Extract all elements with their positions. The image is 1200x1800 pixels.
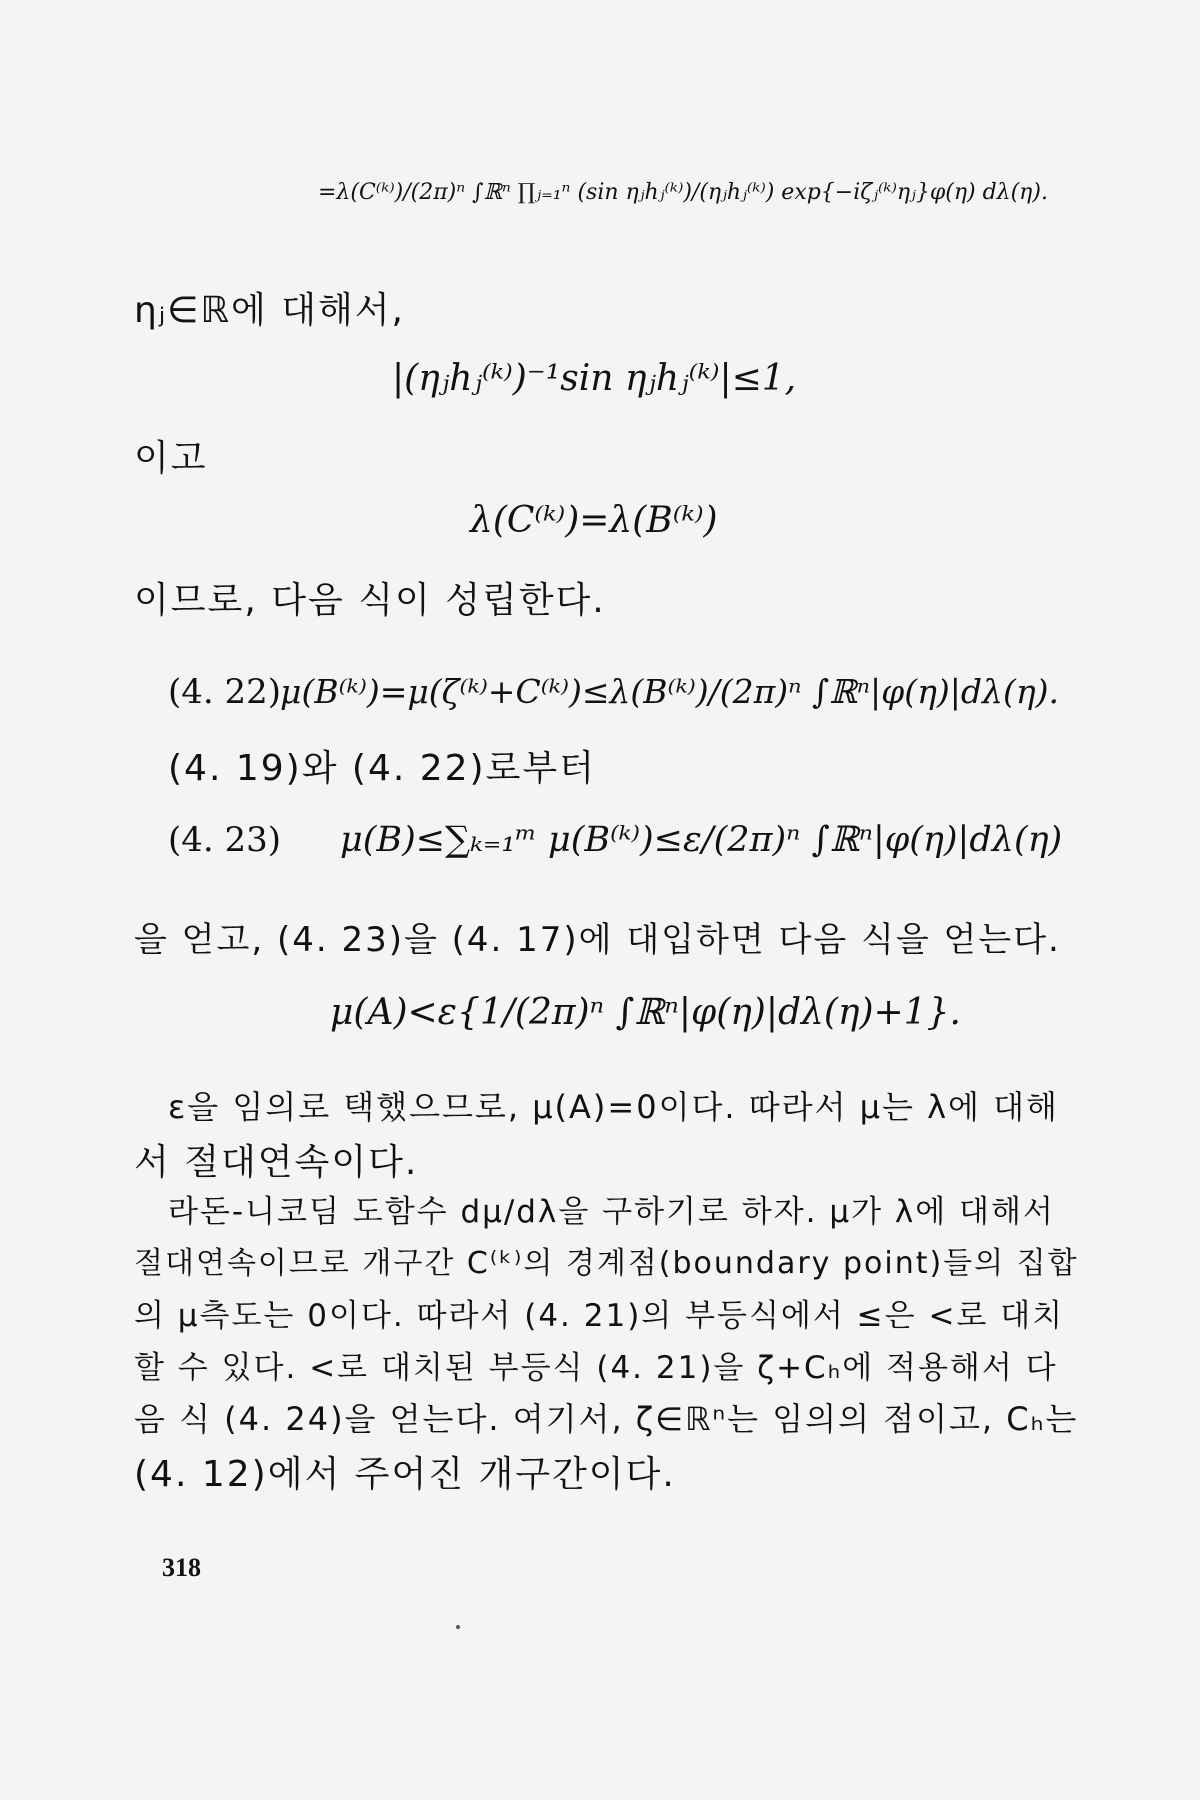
equation-1-text: =λ(C⁽ᵏ⁾)/(2π)ⁿ ∫ℝⁿ ∏ⱼ₌₁ⁿ (sin ηⱼhⱼ⁽ᵏ⁾)/(ηⱼhⱼ⁽ᵏ⁾) exp{−iζⱼ⁽ᵏ⁾ηⱼ}φ(η) dλ(η).: [318, 180, 1048, 205]
text-igo: 이고: [134, 438, 208, 479]
text-eta-line: ηⱼ∈ℝ에 대해서,: [134, 290, 405, 331]
equation-4: μ(B⁽ᵏ⁾)=μ(ζ⁽ᵏ⁾+C⁽ᵏ⁾)≤λ(B⁽ᵏ⁾)/(2π)ⁿ ∫ℝⁿ|φ(η)|dλ(η).: [280, 672, 1059, 711]
equation-tag-4-22: (4. 22): [168, 672, 282, 712]
scan-speck: [456, 1625, 460, 1629]
equation-1: [318, 180, 1048, 205]
text-substitute: 을 얻고, (4. 23)을 (4. 17)에 대입하면 다음 식을 얻는다.: [134, 920, 1061, 960]
paragraph-1-line-2: 서 절대연속이다.: [134, 1142, 419, 1183]
paragraph-2-line-5: 음 식 (4. 24)을 얻는다. 여기서, ζ∈ℝⁿ는 임의의 점이고, Cₕ는: [134, 1400, 1079, 1438]
text-from: (4. 19)와 (4. 22)로부터: [168, 748, 596, 789]
equation-tag-4-23: (4. 23): [168, 820, 282, 860]
paragraph-2-line-2: 절대연속이므로 개구간 C⁽ᵏ⁾의 경계점(boundary point)들의 집합: [134, 1246, 1079, 1281]
paragraph-2-line-4: 할 수 있다. <로 대치된 부등식 (4. 21)을 ζ+Cₕ에 적용해서 다: [134, 1350, 1058, 1386]
paragraph-2-line-6: (4. 12)에서 주어진 개구간이다.: [134, 1454, 676, 1495]
text-imeuro: 이므로, 다음 식이 성립한다.: [134, 580, 606, 621]
equation-6: μ(A)<ε{1/(2π)ⁿ ∫ℝⁿ|φ(η)|dλ(η)+1}.: [330, 992, 961, 1033]
paragraph-2-line-3: 의 μ측도는 0이다. 따라서 (4. 21)의 부등식에서 ≤은 <로 대치: [134, 1298, 1065, 1334]
equation-5: μ(B)≤∑ₖ₌₁ᵐ μ(B⁽ᵏ⁾)≤ε/(2π)ⁿ ∫ℝⁿ|φ(η)|dλ(η): [340, 820, 1063, 860]
paragraph-1-line-1: ε을 임의로 택했으므로, μ(A)=0이다. 따라서 μ는 λ에 대해: [168, 1088, 1059, 1126]
equation-2: |(ηⱼhⱼ⁽ᵏ⁾)⁻¹sin ηⱼhⱼ⁽ᵏ⁾|≤1,: [392, 358, 797, 399]
page-number: 318: [162, 1553, 201, 1582]
paragraph-2-line-1: 라돈-니코딤 도함수 dμ/dλ을 구하기로 하자. μ가 λ에 대해서: [168, 1194, 1055, 1230]
equation-3: λ(C⁽ᵏ⁾)=λ(B⁽ᵏ⁾): [470, 500, 718, 541]
